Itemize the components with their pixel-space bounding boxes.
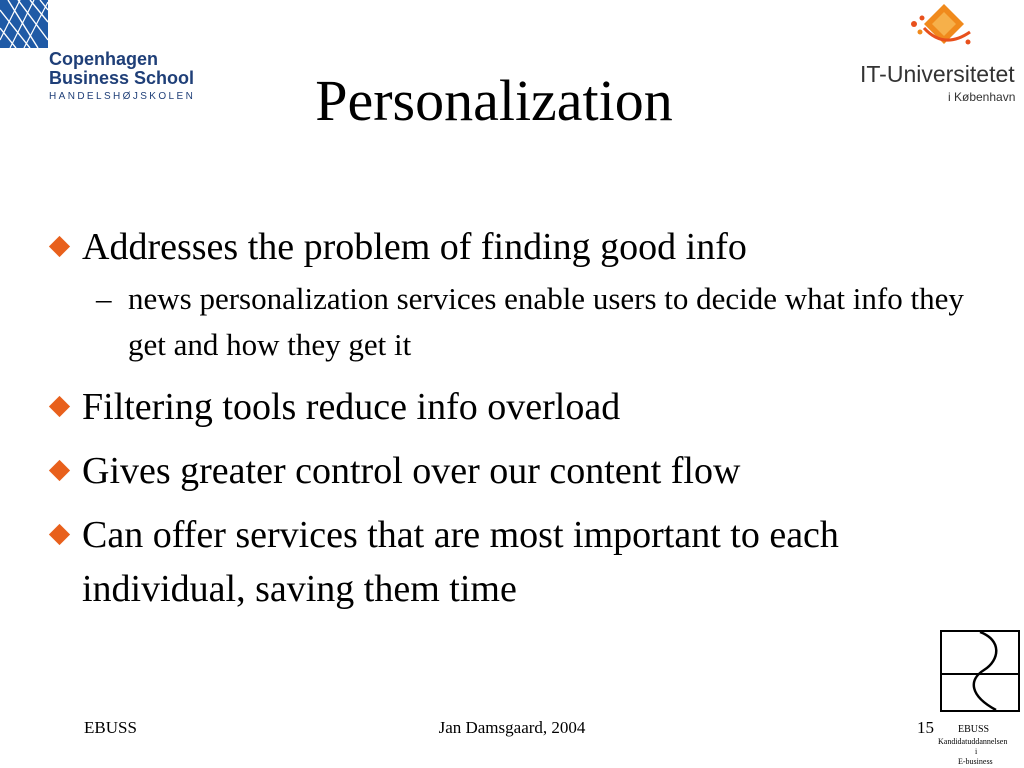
bullet-item xyxy=(48,380,968,434)
bullet-item xyxy=(48,508,968,616)
bullet-text: Filtering tools reduce info overload xyxy=(82,386,621,428)
diamond-bullet-icon xyxy=(49,236,70,257)
ebuss-emblem-icon xyxy=(940,630,1020,712)
sub-bullet-text: news personalization services enable users to decide what info they get and how they get it xyxy=(128,281,964,362)
bullet-text: Gives greater control over our content flow xyxy=(82,450,741,492)
emblem-label: EBUSS xyxy=(958,724,990,735)
emblem-caption: E-business xyxy=(958,757,993,766)
emblem-caption: i xyxy=(975,747,978,756)
page-number: 15 xyxy=(917,718,934,737)
dash-bullet: – xyxy=(96,281,112,316)
itu-logo-icon xyxy=(906,2,978,58)
slide-title: Personalization xyxy=(315,68,673,133)
cbs-logo-line3: HANDELSHØJSKOLEN xyxy=(49,91,196,102)
diamond-bullet-icon xyxy=(49,396,70,417)
footer-author: Jan Damsgaard, 2004 xyxy=(438,718,586,737)
bullet-text: Addresses the problem of finding good info xyxy=(82,226,747,268)
sub-bullet-item xyxy=(48,276,968,368)
bullet-text: Can offer services that are most important to each individual, saving them time xyxy=(82,514,839,610)
cbs-logo-line2: Business School xyxy=(49,68,195,88)
itu-logo-subtitle: i København xyxy=(948,90,1016,104)
emblem-caption: Kandidatuddannelsen xyxy=(938,737,1008,746)
bullet-item xyxy=(48,444,968,498)
cbs-logo-line1: Copenhagen xyxy=(49,49,159,69)
bullet-list xyxy=(48,220,968,626)
footer-course: EBUSS xyxy=(84,718,137,737)
itu-logo-name: IT-Universitetet xyxy=(860,61,1015,87)
bullet-item xyxy=(48,220,968,274)
diamond-bullet-icon xyxy=(49,524,70,545)
cbs-logo-icon xyxy=(0,0,48,48)
diamond-bullet-icon xyxy=(49,460,70,481)
